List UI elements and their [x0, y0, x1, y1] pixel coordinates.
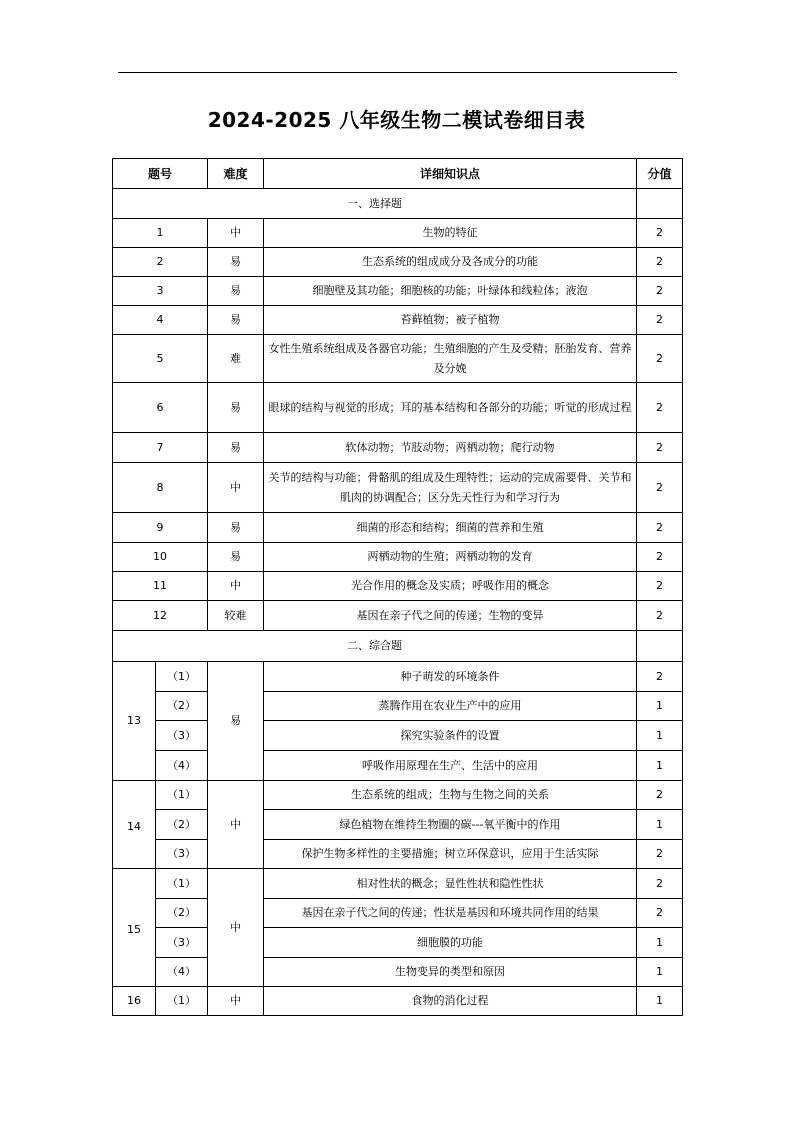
difficulty-cell: 易 — [208, 306, 264, 335]
score-cell: 2 — [637, 869, 683, 899]
sub-question: （2） — [156, 810, 208, 840]
table-row — [113, 248, 683, 277]
section-comprehensive: 二、综合题 — [113, 631, 637, 662]
score-cell: 2 — [637, 543, 683, 572]
knowledge-cell: 生物的特征 — [264, 219, 637, 248]
table-row — [113, 692, 683, 721]
score-cell: 2 — [637, 662, 683, 692]
knowledge-cell: 基因在亲子代之间的传递；生物的变异 — [264, 601, 637, 631]
section-row — [113, 631, 683, 662]
score-cell: 1 — [637, 692, 683, 721]
difficulty-cell: 中 — [208, 219, 264, 248]
knowledge-cell: 眼球的结构与视觉的形成；耳的基本结构和各部分的功能；听觉的形成过程 — [264, 383, 637, 433]
question-number: 11 — [113, 572, 208, 601]
table-row — [113, 899, 683, 928]
score-cell: 1 — [637, 721, 683, 751]
difficulty-cell: 易 — [208, 513, 264, 543]
header-rule — [118, 72, 677, 73]
score-cell: 1 — [637, 928, 683, 958]
score-cell: 2 — [637, 383, 683, 433]
score-cell: 2 — [637, 306, 683, 335]
table-row — [113, 810, 683, 840]
knowledge-cell: 苔藓植物；被子植物 — [264, 306, 637, 335]
table-row — [113, 869, 683, 899]
sub-question: （4） — [156, 751, 208, 781]
score-cell: 2 — [637, 513, 683, 543]
knowledge-cell: 光合作用的概念及实质；呼吸作用的概念 — [264, 572, 637, 601]
knowledge-cell: 呼吸作用原理在生产、生活中的应用 — [264, 751, 637, 781]
difficulty-cell: 易 — [208, 543, 264, 572]
table-row — [113, 751, 683, 781]
empty-cell — [637, 189, 683, 219]
score-cell: 1 — [637, 987, 683, 1016]
header-knowledge: 详细知识点 — [264, 159, 637, 189]
table-row — [113, 463, 683, 513]
sub-question: （1） — [156, 781, 208, 810]
table-row — [113, 928, 683, 958]
table-row — [113, 840, 683, 869]
table-row — [113, 306, 683, 335]
difficulty-cell: 易 — [208, 433, 264, 463]
table-row — [113, 543, 683, 572]
knowledge-cell: 生态系统的组成；生物与生物之间的关系 — [264, 781, 637, 810]
difficulty-cell: 难 — [208, 335, 264, 383]
question-number: 3 — [113, 277, 208, 306]
table-row — [113, 513, 683, 543]
knowledge-cell: 两栖动物的生殖；两栖动物的发育 — [264, 543, 637, 572]
difficulty-cell: 易 — [208, 248, 264, 277]
question-number: 16 — [113, 987, 156, 1016]
table-row — [113, 572, 683, 601]
score-cell: 2 — [637, 335, 683, 383]
knowledge-cell: 软体动物；节肢动物；两栖动物；爬行动物 — [264, 433, 637, 463]
sub-question: （1） — [156, 662, 208, 692]
sub-question: （2） — [156, 692, 208, 721]
question-number: 9 — [113, 513, 208, 543]
table-row — [113, 277, 683, 306]
score-cell: 2 — [637, 601, 683, 631]
table-row — [113, 958, 683, 987]
question-number: 13 — [113, 662, 156, 781]
score-cell: 2 — [637, 840, 683, 869]
score-cell: 2 — [637, 248, 683, 277]
sub-question: （1） — [156, 869, 208, 899]
sub-question: （2） — [156, 899, 208, 928]
sub-question: （4） — [156, 958, 208, 987]
knowledge-cell: 种子萌发的环境条件 — [264, 662, 637, 692]
difficulty-cell: 中 — [208, 463, 264, 513]
header-num: 题号 — [113, 159, 208, 189]
knowledge-cell: 食物的消化过程 — [264, 987, 637, 1016]
section-row — [113, 189, 683, 219]
question-number: 1 — [113, 219, 208, 248]
difficulty-cell: 中 — [208, 572, 264, 601]
difficulty-cell: 中 — [208, 987, 264, 1016]
knowledge-cell: 蒸腾作用在农业生产中的应用 — [264, 692, 637, 721]
knowledge-cell: 保护生物多样性的主要措施；树立环保意识，应用于生活实际 — [264, 840, 637, 869]
knowledge-cell: 基因在亲子代之间的传递；性状是基因和环境共同作用的结果 — [264, 899, 637, 928]
knowledge-cell: 生物变异的类型和原因 — [264, 958, 637, 987]
knowledge-cell: 生态系统的组成成分及各成分的功能 — [264, 248, 637, 277]
question-number: 4 — [113, 306, 208, 335]
score-cell: 2 — [637, 899, 683, 928]
difficulty-cell: 较难 — [208, 601, 264, 631]
header-row — [113, 159, 683, 189]
spec-table — [112, 158, 683, 1016]
table-row — [113, 383, 683, 433]
knowledge-cell: 细胞壁及其功能；细胞核的功能；叶绿体和线粒体；液泡 — [264, 277, 637, 306]
sub-question: （3） — [156, 721, 208, 751]
knowledge-cell: 细菌的形态和结构；细菌的营养和生殖 — [264, 513, 637, 543]
question-number: 7 — [113, 433, 208, 463]
table-row — [113, 601, 683, 631]
score-cell: 1 — [637, 751, 683, 781]
score-cell: 2 — [637, 781, 683, 810]
score-cell: 1 — [637, 958, 683, 987]
sub-question: （1） — [156, 987, 208, 1016]
knowledge-cell: 相对性状的概念；显性性状和隐性性状 — [264, 869, 637, 899]
question-number: 10 — [113, 543, 208, 572]
table-row — [113, 987, 683, 1016]
table-row — [113, 219, 683, 248]
empty-cell — [637, 631, 683, 662]
table-row — [113, 662, 683, 692]
score-cell: 2 — [637, 277, 683, 306]
question-number: 14 — [113, 781, 156, 869]
knowledge-cell: 探究实验条件的设置 — [264, 721, 637, 751]
score-cell: 1 — [637, 810, 683, 840]
difficulty-cell: 中 — [208, 781, 264, 869]
question-number: 15 — [113, 869, 156, 987]
table-row — [113, 721, 683, 751]
header-difficulty: 难度 — [208, 159, 264, 189]
difficulty-cell: 易 — [208, 662, 264, 781]
knowledge-cell: 关节的结构与功能；骨骼肌的组成及生理特性；运动的完成需要骨、关节和肌肉的协调配合；区分先天性行为和学习行为 — [264, 463, 637, 513]
sub-question: （3） — [156, 840, 208, 869]
knowledge-cell: 细胞膜的功能 — [264, 928, 637, 958]
score-cell: 2 — [637, 463, 683, 513]
question-number: 6 — [113, 383, 208, 433]
score-cell: 2 — [637, 433, 683, 463]
score-cell: 2 — [637, 572, 683, 601]
difficulty-cell: 易 — [208, 383, 264, 433]
section-choice: 一、选择题 — [113, 189, 637, 219]
header-score: 分值 — [637, 159, 683, 189]
question-number: 5 — [113, 335, 208, 383]
sub-question: （3） — [156, 928, 208, 958]
knowledge-cell: 女性生殖系统组成及各器官功能；生殖细胞的产生及受精；胚胎发育、营养及分娩 — [264, 335, 637, 383]
page-title: 2024-2025 八年级生物二模试卷细目表 — [207, 108, 586, 132]
table-row — [113, 335, 683, 383]
question-number: 2 — [113, 248, 208, 277]
question-number: 12 — [113, 601, 208, 631]
question-number: 8 — [113, 463, 208, 513]
difficulty-cell: 易 — [208, 277, 264, 306]
table-row — [113, 781, 683, 810]
knowledge-cell: 绿色植物在维持生物圈的碳---氧平衡中的作用 — [264, 810, 637, 840]
score-cell: 2 — [637, 219, 683, 248]
table-row — [113, 433, 683, 463]
difficulty-cell: 中 — [208, 869, 264, 987]
